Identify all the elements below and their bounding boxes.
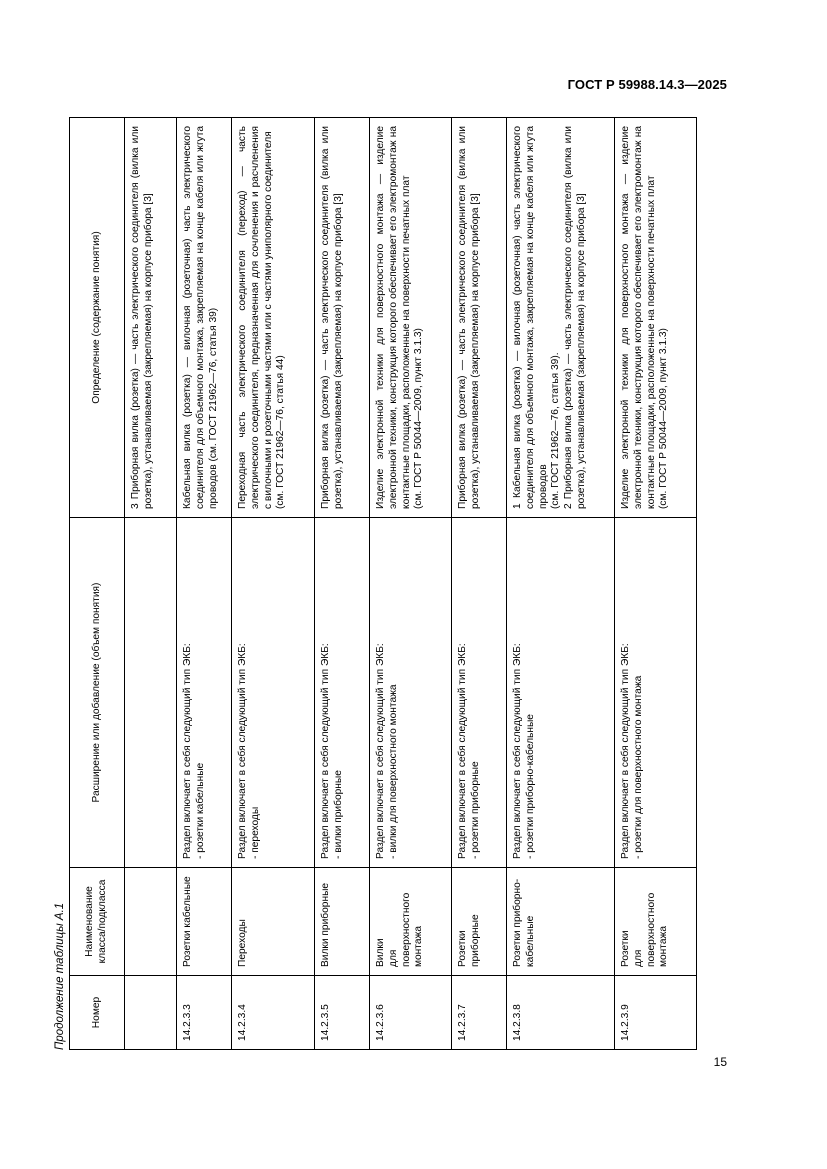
- column-header-definition: Определение (содержание понятия): [70, 118, 125, 518]
- cell-name: Вилки приборные: [315, 868, 370, 976]
- page-number: 15: [713, 1055, 727, 1069]
- cell-number: 14.2.3.8: [507, 976, 615, 1050]
- cell-extension: Раздел включает в себя следующий тип ЭКБ: - розетки приборные: [452, 518, 507, 868]
- table-row: [507, 118, 615, 1050]
- table-row: [370, 118, 452, 1050]
- document-code: ГОСТ Р 59988.14.3—2025: [567, 77, 727, 92]
- terms-table: [69, 117, 697, 1050]
- cell-number: 14.2.3.6: [370, 976, 452, 1050]
- cell-definition: Изделие электронной техники для поверхностного монтажа — изделие электронной техники, конструкция которого обеспечивает его электромонтаж на контактные площадки, расположенные на поверхности печатных плат (см. ГОСТ Р 50044—2009, пункт 3.1.3): [370, 118, 452, 518]
- column-header-name: Наименование класса/подкласса: [70, 868, 125, 976]
- cell-number: 14.2.3.7: [452, 976, 507, 1050]
- cell-name: [125, 868, 177, 976]
- cell-extension: Раздел включает в себя следующий тип ЭКБ: - вилки для поверхностного монтажа: [370, 518, 452, 868]
- cell-name: Розетки приборные: [452, 868, 507, 976]
- cell-name: Розетки кабельные: [177, 868, 232, 976]
- cell-number: 14.2.3.9: [615, 976, 697, 1050]
- cell-extension: Раздел включает в себя следующий тип ЭКБ: - розетки кабельные: [177, 518, 232, 868]
- cell-number: 14.2.3.5: [315, 976, 370, 1050]
- cell-number: 14.2.3.3: [177, 976, 232, 1050]
- cell-definition: 1 Кабельная вилка (розетка) — вилочная (розеточная) часть электрического соединителя для объемного монтажа, закрепляемая на конце кабеля или жгута проводов (см. ГОСТ 21962—76, статья 39). 2 Приборная вилка (розетка) — часть электрического соединителя (вилка или розетка), устанавливаемая (закрепляемая) на корпусе прибора [3]: [507, 118, 615, 518]
- cell-extension: Раздел включает в себя следующий тип ЭКБ: - розетки приборно-кабельные: [507, 518, 615, 868]
- cell-definition: 3 Приборная вилка (розетка) — часть электрического соединителя (вилка или розетка), устанавливаемая (закрепляемая) на корпусе прибора [3]: [125, 118, 177, 518]
- cell-extension: Раздел включает в себя следующий тип ЭКБ: - вилки приборные: [315, 518, 370, 868]
- table-caption: Продолжение таблицы А.1: [54, 902, 66, 1050]
- cell-extension: Раздел включает в себя следующий тип ЭКБ: - розетки для поверхностного монтажа: [615, 518, 697, 868]
- cell-definition: Переходная часть электрического соединителя (переход) — часть электрического соединителя, предназначенная для сочленения и расчленения с вилочными и розеточными частями или с частями униполярного соединителя (см. ГОСТ 21962—76, статья 44): [232, 118, 315, 518]
- cell-definition: Приборная вилка (розетка) — часть электрического соединителя (вилка или розетка), устанавливаемая (закрепляемая) на корпусе прибора [3]: [452, 118, 507, 518]
- cell-extension: [125, 518, 177, 868]
- cell-number: 14.2.3.4: [232, 976, 315, 1050]
- column-header-number: Номер: [70, 976, 125, 1050]
- cell-definition: Изделие электронной техники для поверхностного монтажа — изделие электронной техники, конструкция которого обеспечивает его электромонтаж на контактные площадки, расположенные на поверхности печатных плат (см. ГОСТ Р 50044—2009, пункт 3.1.3): [615, 118, 697, 518]
- cell-number: [125, 976, 177, 1050]
- rotated-table-area: [50, 118, 730, 1050]
- table-row: [232, 118, 315, 1050]
- table-row: [452, 118, 507, 1050]
- column-header-extension: Расширение или добавление (объем понятия): [70, 518, 125, 868]
- cell-name: Переходы: [232, 868, 315, 976]
- table-row: [615, 118, 697, 1050]
- cell-name: Розетки для поверхностного монтажа: [615, 868, 697, 976]
- table-row: [125, 118, 177, 1050]
- cell-definition: Приборная вилка (розетка) — часть электрического соединителя (вилка или розетка), устанавливаемая (закрепляемая) на корпусе прибора [3]: [315, 118, 370, 518]
- cell-extension: Раздел включает в себя следующий тип ЭКБ: - переходы: [232, 518, 315, 868]
- table-header-row: [70, 118, 125, 1050]
- cell-name: Розетки приборно-кабельные: [507, 868, 615, 976]
- table-row: [177, 118, 232, 1050]
- cell-name: Вилки для поверхностного монтажа: [370, 868, 452, 976]
- cell-definition: Кабельная вилка (розетка) — вилочная (розеточная) часть электрического соединителя для объемного монтажа, закрепляемая на конце кабеля или жгута проводов (см. ГОСТ 21962—76, статья 39): [177, 118, 232, 518]
- table-row: [315, 118, 370, 1050]
